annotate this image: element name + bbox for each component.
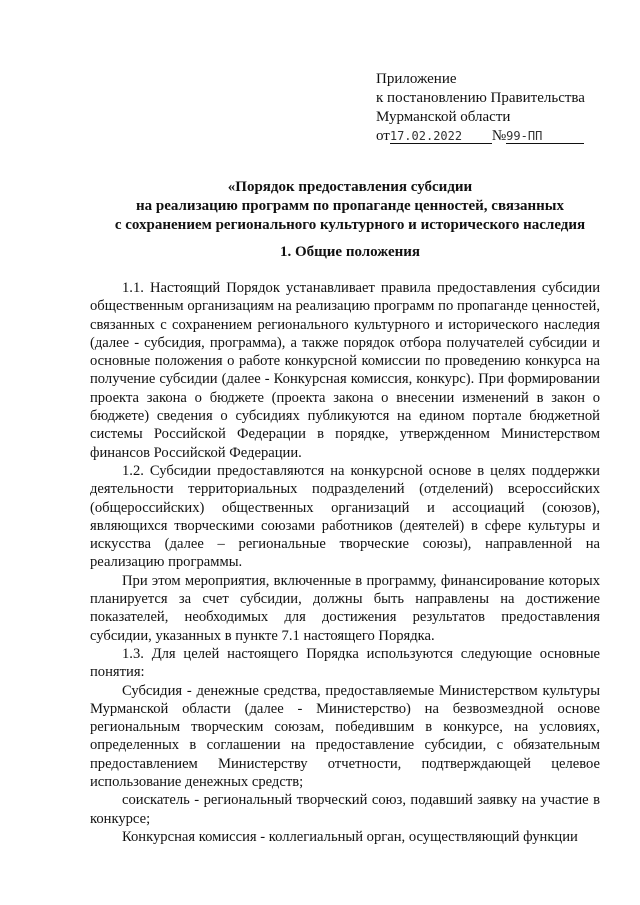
definition-applicant: соискатель - региональный творческий союз, подавший заявку на участие в конкурсе; <box>90 792 600 827</box>
appendix-title: Приложение <box>376 71 457 87</box>
title-line-3: с сохранением регионального культурного и исторического наследия <box>114 217 586 233</box>
from-label: от <box>376 128 390 144</box>
definition-commission: Конкурсная комиссия - коллегиальный орган, осуществляющий функции <box>122 828 578 845</box>
appendix-line-1: к постановлению Правительства <box>376 90 585 106</box>
section-heading: 1. Общие положения <box>279 244 421 260</box>
document-body <box>90 279 600 846</box>
paragraph-1-1: 1.1. Настоящий Порядок устанавливает правила предоставления субсидии общественным организациям на реализацию программ по пропаганде ценностей, связанных с сохранением регионального культурного и исторического наследия (далее - субсидия, программа), а также порядок отбора получателей субсидии и основные положения о работе конкурсной комиссии по проведению конкурса на получение субсидии (далее - Конкурсная комиссия, конкурс). При формировании проекта закона о бюджете (проекта закона о внесении изменений в закон о бюджете) сведения о субсидиях публикуются на едином портале бюджетной системы Российской Федерации в порядке, утвержденном Министерством финансов Российской Федерации. <box>90 280 600 461</box>
paragraph-1-3: 1.3. Для целей настоящего Порядка используются следующие основные понятия: <box>90 645 600 681</box>
decree-number: 99-ПП <box>506 129 584 144</box>
title-line-2: на реализацию программ по пропаганде ценностей, связанных <box>135 198 564 214</box>
number-label: № <box>491 128 507 144</box>
title-line-1: «Порядок предоставления субсидии <box>227 179 473 195</box>
paragraph-1-2-continued: При этом мероприятия, включенные в программу, финансирование которых планируется за счет субсидии, должны быть направлены на достижение показателей, необходимых для достижения результатов предоставления субсидии, указанных в пункте 7.1 настоящего Порядка. <box>90 572 600 644</box>
decree-date: 17.02.2022 <box>390 129 492 144</box>
definition-subsidy: Субсидия - денежные средства, предоставляемые Министерством культуры Мурманской области (далее - Министерство) на безвозмездной основе региональным творческим союзам, победившим в конкурсе, на условиях, определенных в соглашении на предоставление субсидии, с обязательным предоставлением Министерству отчетности, подтверждающей целевое использование денежных средств; <box>90 682 600 791</box>
paragraph-1-2: 1.2. Субсидии предоставляются на конкурсной основе в целях поддержки деятельности территориальных подразделений (отделений) всероссийских (общероссийских) общественных организаций и ассоциаций (союзов), являющихся творческими союзами работников (деятелей) в сфере культуры и искусства (далее – региональные творческие союзы), направленной на реализацию программы. <box>90 462 600 571</box>
appendix-line-2: Мурманской области <box>376 109 511 125</box>
document-title <box>90 178 610 235</box>
appendix-block <box>376 70 585 146</box>
appendix-date-number-line <box>376 127 585 146</box>
